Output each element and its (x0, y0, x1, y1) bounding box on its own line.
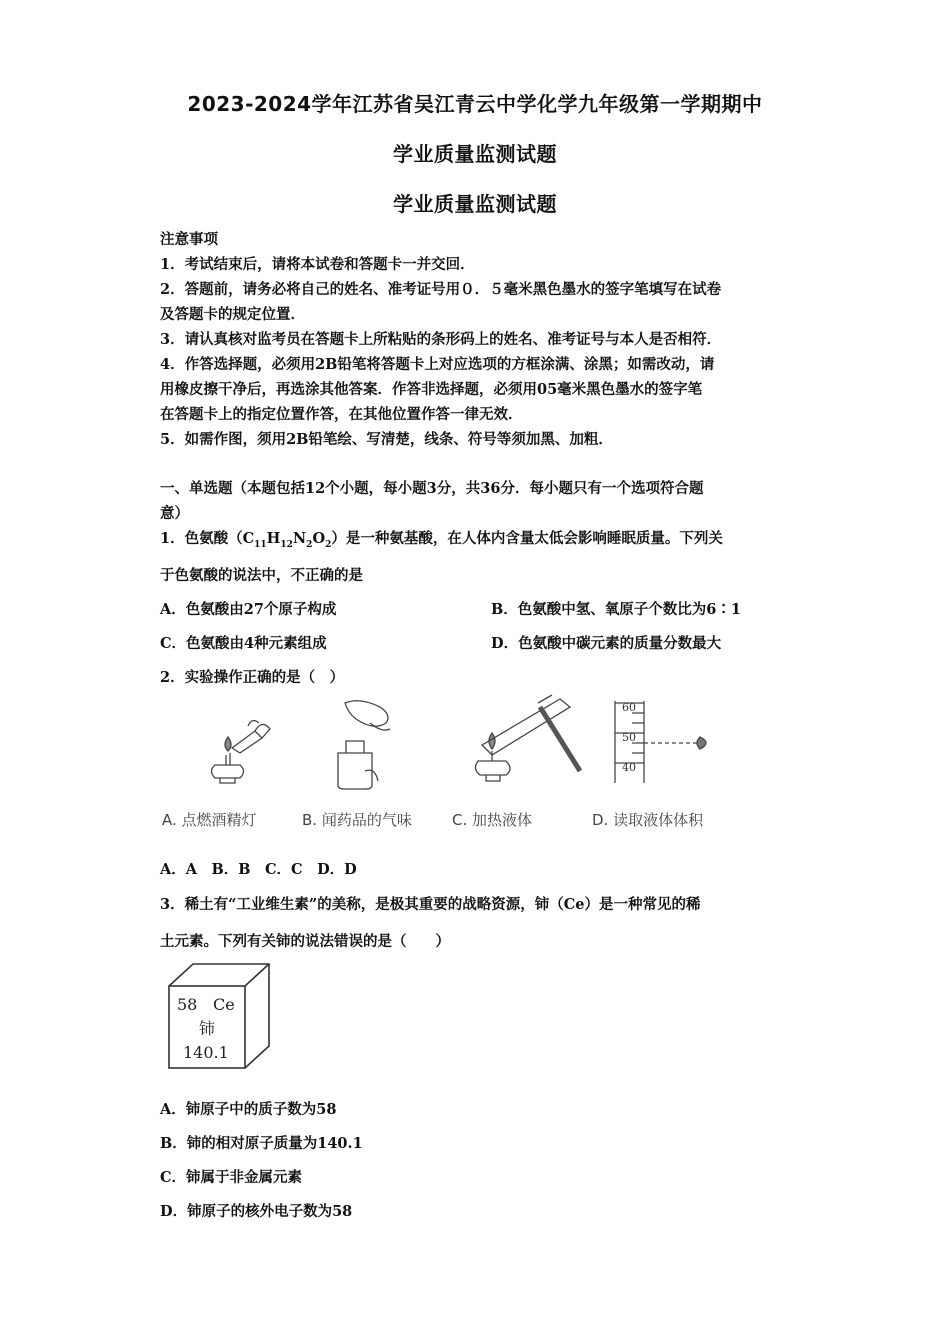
notice-line-5: 4．作答选择题，必须用2B铅笔将答题卡上对应选项的方框涂满、涂黑；如需改动，请 (160, 356, 715, 373)
notice-line-4: 3．请认真核对监考员在答题卡上所粘贴的条形码上的姓名、准考证号与本人是否相符． (160, 331, 722, 348)
page-subtitle-repeat: 学业质量监测试题 (393, 192, 557, 216)
element-cube-icon (165, 962, 275, 1074)
figure-label-b: B. 闻药品的气味 (302, 811, 412, 829)
page-title: 2023-2024学年江苏省吴江青云中学化学九年级第一学期期中 (187, 92, 763, 116)
q1-option-a: A．色氨酸由27个原子构成 (160, 601, 337, 618)
q3-option-c: C．铈属于非金属元素 (160, 1169, 303, 1186)
element-symbol: Ce (213, 995, 235, 1014)
section-heading-cont: 意） (160, 505, 189, 522)
q1-option-c: C．色氨酸由4种元素组成 (160, 635, 327, 652)
heating-liquid-icon (475, 695, 580, 781)
q2-answer-options: A．A B．B C．C D．D (160, 861, 357, 878)
section-heading: 一、单选题（本题包括12个小题，每小题3分，共36分．每小题只有一个选项符合题 (160, 480, 704, 497)
q1-option-d: D．色氨酸中碳元素的质量分数最大 (491, 635, 722, 652)
notice-line-6: 用橡皮擦干净后，再选涂其他答案．作答非选择题，必须用05毫米黑色墨水的签字笔 (160, 381, 703, 398)
element-name: 铈 (199, 1019, 216, 1038)
q3-option-d: D．铈原子的核外电子数为58 (160, 1203, 353, 1220)
q2-stem: 2．实验操作正确的是（ ） (160, 669, 345, 686)
q1-stem: 1．色氨酸$(C_{11}H_{12}N_2O_2)$是一种氨基酸，在人体内含量太低会影响睡眠质量。下列关 (160, 530, 723, 550)
q1-option-b: B．色氨酸中氢、氧原子个数比为6∶1 (491, 601, 741, 618)
figure-label-a: A. 点燃酒精灯 (162, 811, 257, 829)
alcohol-lamp-lighting-icon (212, 721, 271, 783)
cylinder-tick-60: 60 (622, 701, 636, 714)
cylinder-tick-50: 50 (622, 731, 636, 744)
cylinder-tick-40: 40 (622, 761, 636, 774)
q1-stem-line2: 于色氨酸的说法中，不正确的是 (160, 567, 363, 584)
notice-line-7: 在答题卡上的指定位置作答，在其他位置作答一律无效． (160, 406, 523, 423)
notice-line-8: 5．如需作图，须用2B铅笔绘、写清楚，线条、符号等须加黑、加粗． (160, 431, 613, 448)
notice-heading: 注意事项 (160, 231, 218, 248)
figure-label-d: D. 读取液体体积 (592, 811, 704, 829)
q3-stem: 3．稀土有“工业维生素”的美称，是极其重要的战略资源，铈（Ce）是一种常见的稀 (160, 896, 701, 913)
figure-label-c: C. 加热液体 (452, 811, 533, 829)
element-atomic-number: 58 (177, 995, 198, 1014)
q2-figure (160, 693, 760, 843)
smell-reagent-icon (338, 701, 390, 789)
page-subtitle: 学业质量监测试题 (393, 142, 557, 166)
notice-line-1: 1．考试结束后，请将本试卷和答题卡一并交回． (160, 256, 475, 273)
q3-option-a: A．铈原子中的质子数为58 (160, 1101, 337, 1118)
notice-line-3: 及答题卡的规定位置． (160, 306, 305, 323)
notice-line-2: 2．答题前，请务必将自己的姓名、准考证号用０．５毫米黑色墨水的签字笔填写在试卷 (160, 281, 722, 298)
q3-stem-line2: 土元素。下列有关铈的说法错误的是（ ） (160, 933, 450, 950)
element-cell (165, 962, 275, 1074)
element-mass: 140.1 (183, 1043, 229, 1062)
q3-option-b: B．铈的相对原子质量为140.1 (160, 1135, 363, 1152)
